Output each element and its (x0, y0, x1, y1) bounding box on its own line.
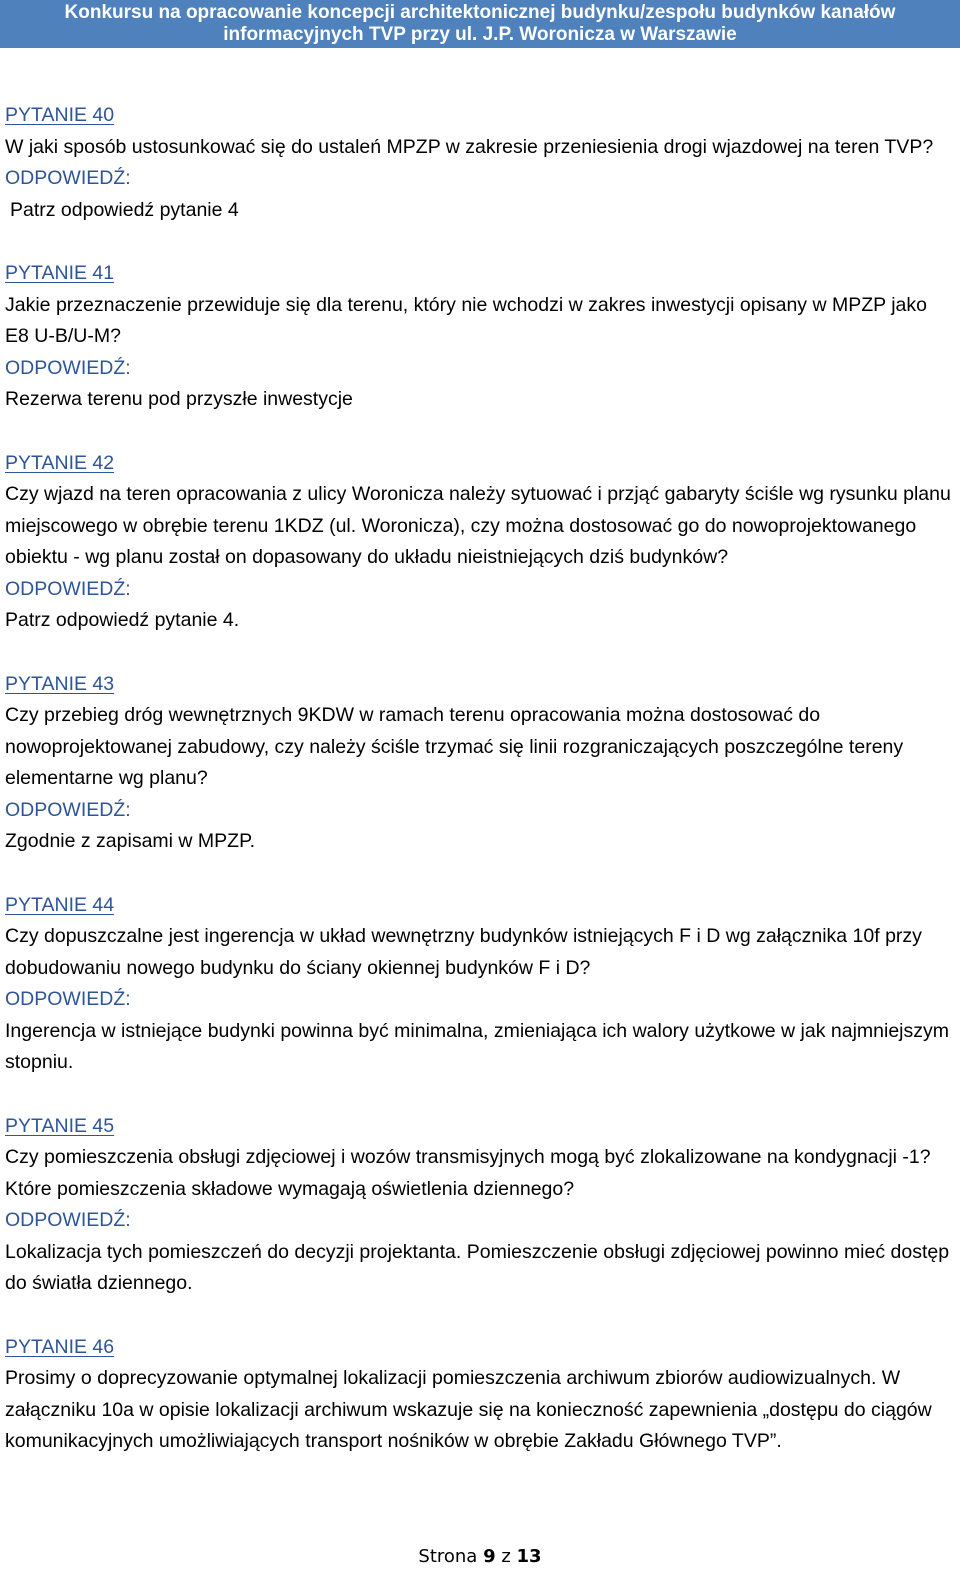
answer-text: Rezerwa terenu pod przyszłe inwestycje (5, 388, 353, 410)
question-text: Prosimy o doprecyzowanie optymalnej lokalizacji pomieszczenia archiwum zbiorów audiowizualnych. W załączniku 10a w opisie lokalizacji archiwum wskazuje się na konieczność zapewnienia „dostępu do ciągów komunikacyjnych umożliwiających transport nośników w obrębie Zakładu Głównego TVP”. (5, 1367, 932, 1452)
question-heading: PYTANIE 44 (5, 893, 115, 916)
question-text: Czy przebieg dróg wewnętrznych 9KDW w ramach terenu opracowania można dostosować do nowoprojektowanej zabudowy, czy należy ściśle trzymać się linii rozgraniczających poszczególne tereny elementarne wg planu? (5, 704, 904, 789)
answer-text: Zgodnie z zapisami w MPZP. (5, 830, 255, 852)
qa-item-43 (5, 669, 955, 858)
answer-text: Lokalizacja tych pomieszczeń do decyzji projektanta. Pomieszczenie obsługi zdjęciowej powinno mieć dostęp do światła dziennego. (5, 1240, 950, 1294)
answer-text: Patrz odpowiedź pytanie 4. (5, 609, 240, 631)
question-heading: PYTANIE 42 (5, 451, 115, 474)
total-pages-number: 13 (516, 1546, 542, 1567)
page-number-footer (0, 1545, 960, 1569)
qa-item-45 (5, 1111, 955, 1300)
qa-item-40 (5, 100, 955, 226)
question-heading: PYTANIE 41 (5, 262, 115, 284)
question-text: Czy pomieszczenia obsługi zdjęciowej i wozów transmisyjnych mogą być zlokalizowane na kondygnacji -1? Które pomieszczenia składowe wymagają oświetlenia dziennego? (5, 1146, 931, 1200)
document-header (0, 0, 960, 48)
question-heading: PYTANIE 45 (5, 1114, 115, 1137)
answer-label: ODPOWIEDŹ: (5, 167, 131, 189)
question-heading: PYTANIE 40 (5, 104, 115, 126)
header-title-line-2: informacyjnych TVP przy ul. J.P. Woronicza w Warszawie (223, 24, 737, 45)
current-page-number: 9 (483, 1546, 496, 1567)
qa-item-42 (5, 448, 955, 637)
answer-text: Ingerencja w istniejące budynki powinna być minimalna, zmieniająca ich walory użytkowe w jak najmniejszym stopniu. (5, 1019, 949, 1073)
page-separator: z (501, 1546, 511, 1567)
page-label: Strona (418, 1546, 478, 1567)
answer-label: ODPOWIEDŹ: (5, 988, 131, 1010)
question-text: Czy wjazd na teren opracowania z ulicy Woronicza należy sytuować i przjąć gabaryty ściśle wg rysunku planu miejscowego w obrębie terenu 1KDZ (ul. Woronicza), czy można dostosować go do nowoprojektowanego obiektu - wg planu został on dopasowany do układu nieistniejących dziś budynków? (5, 483, 951, 568)
qa-item-46 (5, 1332, 955, 1458)
answer-text: Patrz odpowiedź pytanie 4 (10, 198, 239, 221)
answer-label: ODPOWIEDŹ: (5, 798, 131, 821)
question-text: Jakie przeznaczenie przewiduje się dla terenu, który nie wchodzi w zakres inwestycji opisany w MPZP jako E8 U-B/U-M? (5, 293, 927, 347)
answer-label: ODPOWIEDŹ: (5, 356, 131, 379)
question-heading: PYTANIE 43 (5, 672, 115, 695)
qa-list (5, 100, 955, 1490)
question-text: W jaki sposób ustosunkować się do ustaleń MPZP w zakresie przeniesienia drogi wjazdowej na teren TVP? (5, 135, 934, 158)
answer-label: ODPOWIEDŹ: (5, 1209, 131, 1231)
answer-label: ODPOWIEDŹ: (5, 577, 131, 600)
question-heading: PYTANIE 46 (5, 1335, 115, 1358)
header-title-line-1: Konkursu na opracowanie koncepcji architektonicznej budynku/zespołu budynków kanałów (64, 2, 896, 23)
question-text: Czy dopuszczalne jest ingerencja w układ wewnętrzny budynków istniejących F i D wg załącznika 10f przy dobudowaniu nowego budynku do ściany okiennej budynków F i D? (5, 925, 922, 979)
qa-item-44 (5, 890, 955, 1079)
qa-item-41 (5, 258, 955, 416)
